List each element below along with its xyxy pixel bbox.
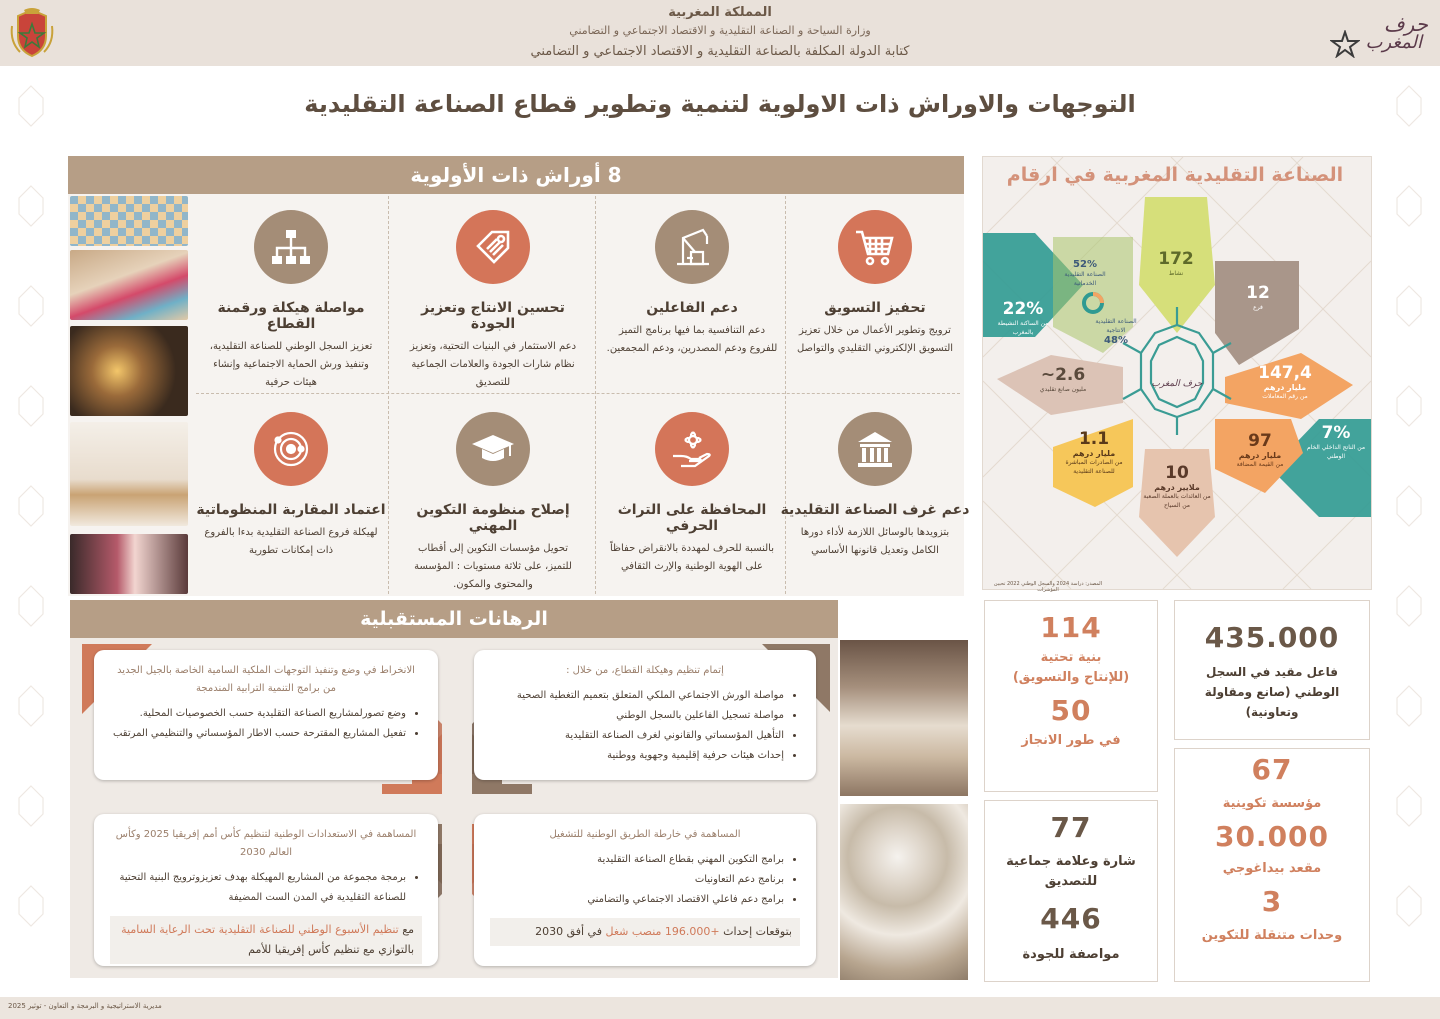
shopping-cart-icon	[838, 210, 912, 284]
note-text: بتوقعات إحداث	[723, 925, 792, 938]
stat-value: 10	[1165, 463, 1189, 483]
ministry-title: وزارة السياحة و الصناعة التقليدية و الاقتصاد الاجتماعي و التضامني	[569, 24, 871, 37]
stat-unit: مليار درهم	[1263, 383, 1307, 392]
box-list	[490, 686, 800, 766]
registered-actors-box	[1174, 600, 1370, 740]
living-room-photo	[840, 640, 968, 796]
armchair-photo	[840, 804, 968, 980]
box-lead: المساهمة في خارطة الطريق الوطنية للتشغيل	[549, 829, 741, 840]
registered-value: 435.000	[1204, 621, 1340, 654]
stat-value: 1.1	[1078, 429, 1110, 449]
atom-icon	[254, 412, 328, 486]
registered-label: فاعل مقيد في السجل الوطني (صانع ومقاولة وتعاونية)	[1204, 665, 1340, 719]
box-list	[490, 850, 800, 910]
stakes-box-territorial	[94, 650, 438, 780]
stat-unit: ملايير درهم	[1154, 483, 1200, 492]
seats-label: مقعد بيداغوجي	[1222, 861, 1322, 876]
box-list	[110, 868, 422, 908]
craft-photo-strip	[68, 194, 190, 596]
workshop-title: إصلاح منظومة التكوين المهني	[416, 502, 570, 534]
main-title: التوجهات والاوراش ذات الاولوية لتنمية وتطوير قطاع الصناعة التقليدية	[304, 90, 1136, 118]
stat-services-share	[1053, 259, 1117, 288]
infra-wip-value: 50	[1050, 694, 1092, 727]
rug-stool-photo	[70, 250, 188, 320]
workshop-desc: دعم التنافسية بما فيها برنامج التميز للفروع ودعم المصدرين، ودعم المجمعين.	[606, 325, 778, 354]
secretariat-title: كتابة الدولة المكلفة بالصناعة التقليدية و الاقتصاد الاجتماعي و التضامني	[530, 44, 910, 59]
stat-desc: من الناتج الداخلي الخام الوطني	[1306, 444, 1366, 460]
workshop-card-actors	[597, 196, 787, 392]
infra-wip-label: في طور الانجاز	[1021, 733, 1121, 748]
crane-icon	[655, 210, 729, 284]
zellige-photo	[70, 196, 188, 246]
org-chart-icon	[254, 210, 328, 284]
star-logo-icon	[1330, 30, 1360, 58]
stat-desc: من الساكنة النشيطة بالمغرب	[997, 320, 1049, 336]
note-text: بالتوازي مع تنظيم كأس إفريقيا للأمم	[248, 943, 414, 956]
list-item: • وضع تصورلمشاريع الصناعة التقليدية حسب الخصوصيات المحلية.	[110, 704, 406, 724]
stat-desc: مليون صانع تقليدي	[1039, 386, 1087, 393]
box-list	[110, 704, 422, 744]
stat-desc: فرع	[1253, 304, 1263, 311]
workshop-desc: بتزويدها بالوسائل اللازمة لأداء دورها الكامل وتعديل قانونها الأساسي	[800, 527, 950, 556]
infra-label: بنية تحتية	[1040, 650, 1102, 665]
workshop-card-heritage	[597, 398, 787, 594]
labels-value: 77	[1050, 811, 1092, 844]
stat-desc: من القيمة المضافة	[1236, 461, 1284, 468]
list-item: • مواصلة الورش الاجتماعي الملكي المتعلق بتعميم التغطية الصحية	[490, 686, 784, 706]
header-bar	[0, 0, 1440, 66]
stat-desc: الصناعة التقليدية الانتاجية	[1095, 318, 1137, 334]
workshop-title: دعم الفاعلين	[646, 300, 738, 316]
stat-branches	[1223, 283, 1293, 312]
fashion-show-photo	[70, 534, 188, 594]
list-item: • إحداث هيئات حرفية إقليمية وجهوية ووطنية	[490, 746, 784, 766]
stakes-band-title: الرهانات المستقبلية	[70, 600, 838, 638]
quality-labels-box	[984, 800, 1158, 982]
royal-crest-icon	[8, 6, 56, 58]
box-lead: المساهمة في الاستعدادات الوطنية لتنظيم كأس أمم إفريقيا 2025 وكأس العالم 2030	[115, 829, 417, 858]
brand-logo	[1330, 12, 1430, 58]
workshop-desc: لهيكلة فروع الصناعة التقليدية بدءا بالفروع ذات إمكانات تطورية	[204, 527, 378, 556]
stakes-box-afcon	[94, 814, 438, 966]
price-tag-icon	[456, 210, 530, 284]
stat-value: 147,4	[1258, 363, 1312, 383]
training-label: مؤسسة تكوينية	[1222, 796, 1322, 811]
list-item: • مواصلة تسجيل الفاعلين بالسجل الوطني	[490, 706, 784, 726]
workshop-title: المحافظة على التراث الحرفي	[617, 502, 767, 534]
divider	[595, 196, 596, 594]
list-item: • برنامج دعم التعاونيات	[490, 870, 784, 890]
stat-value: 48%	[1104, 335, 1128, 346]
stat-unit: مليار درهم	[1072, 449, 1116, 458]
lamp-photo	[70, 326, 188, 416]
box-note	[110, 916, 422, 964]
left-pattern	[0, 66, 62, 996]
mobile-units-value: 3	[1261, 885, 1283, 918]
kingdom-title: المملكة المغربية	[668, 5, 772, 20]
list-item: • برامج التكوين المهني بقطاع الصناعة التقليدية	[490, 850, 784, 870]
stat-desc: من الصادرات المباشرة للصناعة التقليدية	[1065, 459, 1123, 475]
stakes-box-employment	[474, 814, 816, 966]
numbers-source: المصدر: دراسة 2024 والسجل الوطني 2022 تحيين المؤشرات	[993, 581, 1103, 593]
stat-production-share	[1091, 317, 1141, 346]
workshop-title: تحسين الانتاج وتعزيز الجودة	[421, 300, 565, 332]
infra-label-sub: (للإنتاج والتسويق)	[1012, 670, 1130, 685]
right-pattern	[1378, 66, 1440, 996]
box-lead: الانخراط في وضع وتنفيذ التوجهات الملكية السامية الخاصة بالجيل الجديد من برامج التنمية الترابية المندمجة	[117, 665, 415, 694]
list-item: • برامج دعم فاعلي الاقتصاد الاجتماعي والتضامني	[490, 890, 784, 910]
seats-value: 30.000	[1214, 820, 1330, 853]
infrastructure-box	[984, 600, 1158, 792]
stat-value: 12	[1246, 283, 1270, 303]
divider	[388, 196, 389, 594]
stat-activities	[1145, 249, 1207, 278]
hand-flower-icon	[655, 412, 729, 486]
divider	[196, 393, 960, 394]
stat-value: 7%	[1321, 423, 1351, 443]
training-box	[1174, 748, 1370, 982]
footer	[0, 997, 1440, 1019]
mobile-units-label: وحدات متنقلة للتكوين	[1201, 928, 1343, 943]
workshop-title: دعم غرف الصناعة التقليدية	[780, 502, 970, 518]
workshop-card-marketing	[780, 196, 970, 392]
workshop-title: مواصلة هيكلة ورقمنة القطاع	[217, 300, 365, 332]
workshop-desc: بالنسبة للحرف لمهددة بالانقراض حفاظاً على الهوية الوطنية والإرث الثقافي	[609, 543, 775, 572]
workshop-title: اعتماد المقاربة المنظوماتية	[196, 502, 386, 518]
stat-value: 52%	[1073, 259, 1097, 270]
training-value: 67	[1251, 753, 1293, 786]
workshop-card-systemic	[196, 398, 386, 594]
list-item: • التأهيل المؤسساتي والقانوني لغرف الصناعة التقليدية	[490, 726, 784, 746]
note-highlight: +196.000 منصب شغل	[605, 925, 720, 938]
note-highlight: تنظيم الأسبوع الوطني للصناعة التقليدية تحت الرعاية السامية	[121, 923, 399, 936]
workshop-desc: ترويج وتطوير الأعمال من خلال تعزيز التسويق الإلكتروني التقليدي والتواصل	[796, 325, 954, 354]
stat-artisans	[1013, 365, 1113, 394]
footer-text: مديرية الاستراتيجية و البرمجة و التعاون - توثير 2025	[8, 1002, 162, 1010]
brand-line1: حرف	[1383, 12, 1428, 36]
workshop-desc: دعم الاستثمار في البنيات التحتية، وتعزيز نظام شارات الجودة والعلامات الجماعية للتصديق	[409, 341, 577, 388]
stat-tourism-revenue	[1143, 463, 1211, 510]
list-item: • تفعيل المشاريع المقترحة حسب الاطار المؤسساتي والتنظيمي المرتقب	[110, 724, 406, 744]
workshop-desc: تعزيز السجل الوطني للصناعة التقليدية، وتنفيذ ورش الحماية الاجتماعية وإنشاء هيئات حرفية	[209, 341, 373, 388]
workshop-card-structuring	[196, 196, 386, 392]
institution-icon	[838, 412, 912, 486]
numbers-title: الصناعة التقليدية المغربية في ارقام	[1006, 164, 1344, 186]
note-text: في أفق 2030	[535, 925, 602, 938]
standards-value: 446	[1040, 902, 1102, 935]
stat-desc: نشاط	[1168, 270, 1184, 277]
box-lead: إتمام تنظيم وهيكلة القطاع، من خلال :	[566, 665, 724, 676]
stat-value-added	[1219, 431, 1301, 469]
stat-active-population	[987, 299, 1059, 337]
workshops-band-title: 8 أوراش ذات الأولوية	[68, 156, 964, 194]
stakes-box-structuring	[474, 650, 816, 780]
stat-value: 172	[1158, 249, 1194, 269]
stat-gdp-share	[1301, 423, 1371, 461]
stat-desc: من العائدات بالعملة الصعبة من السياح	[1143, 493, 1211, 509]
graduation-cap-icon	[456, 412, 530, 486]
standards-label: مواصفة للجودة	[1022, 947, 1120, 962]
workshop-desc: تحويل مؤسسات التكوين إلى أقطاب للتميز، على ثلاثة مستويات : المؤسسة والمحتوى والمكون.	[414, 543, 572, 590]
workshop-card-training	[398, 398, 588, 594]
stat-value: 22%	[1002, 299, 1044, 319]
stat-value: 2.6~	[1040, 365, 1086, 385]
stat-value: 97	[1248, 431, 1272, 451]
workshop-title: تحفيز التسويق	[824, 300, 926, 316]
stat-desc: الصناعة التقليدية الخدماتية	[1064, 271, 1106, 287]
stat-turnover	[1235, 363, 1335, 401]
brand-line2: المغرب	[1365, 32, 1422, 53]
basket-photo	[70, 422, 188, 526]
stat-unit: مليار درهم	[1238, 451, 1282, 460]
workshop-card-quality	[398, 196, 588, 392]
stat-exports	[1055, 429, 1133, 476]
list-item: • برمجة مجموعة من المشاريع المهيكلة بهدف تعزيزوترويج البنية التحتية للصناعة التقليدية في المدن الست المضيفة	[110, 868, 406, 908]
infra-value: 114	[1040, 611, 1102, 644]
numbers-panel	[982, 156, 1372, 593]
stat-desc: من رقم المعاملات	[1262, 393, 1308, 400]
note-text: مع	[402, 923, 414, 936]
workshop-card-chambers	[780, 398, 970, 594]
labels-label: شارة وعلامة جماعية للتصديق	[1006, 854, 1136, 889]
box-note	[490, 918, 800, 946]
center-brand: حرف المغرب	[1151, 379, 1203, 389]
